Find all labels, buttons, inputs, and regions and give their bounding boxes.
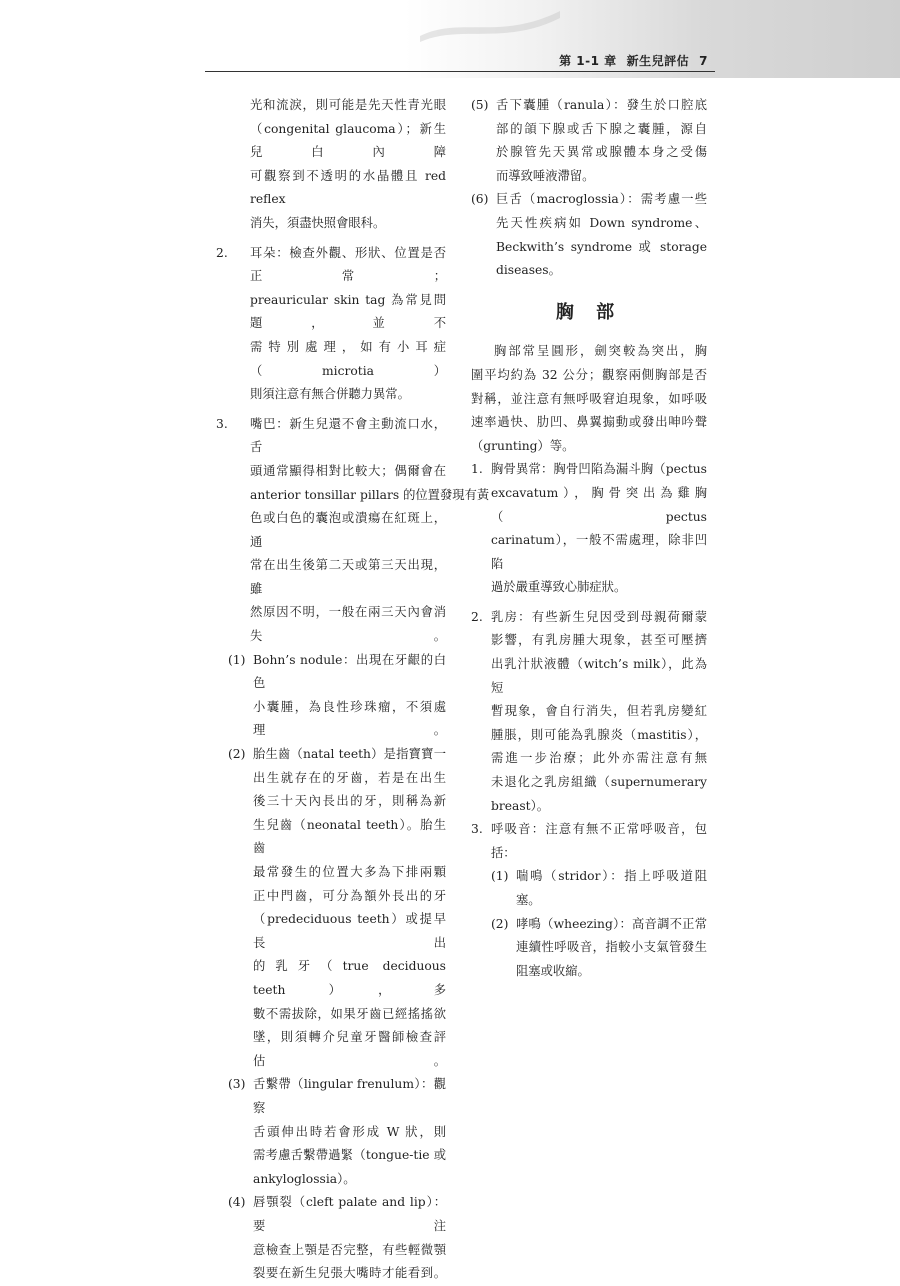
text-line: 然原因不明，一般在兩三天內會消失。: [250, 605, 446, 644]
list-item-ears: [216, 242, 446, 407]
breath-sounds-subitems: [471, 865, 707, 983]
text-line: 胸部常呈圓形，劍突較為突出，胸: [494, 344, 707, 359]
text-line: 則須注意有無合併聽力異常。: [250, 387, 410, 402]
text-line: （congenital glaucoma）；新生兒白內障: [250, 121, 446, 160]
text-line: 最常發生的位置大多為下排兩顆: [253, 865, 446, 879]
text-line: 需進一步治療；此外亦需注意有無: [491, 751, 707, 766]
sub-item-bohns-nodule: [228, 649, 446, 743]
text-line: 墜，則須轉介兒童牙醫師檢查評估。: [253, 1030, 446, 1068]
text-line: 而導致唾液滯留。: [496, 168, 595, 183]
text-line: excavatum），胸骨突出為雞胸（pectus: [491, 485, 707, 524]
list-item-breast: [471, 606, 707, 818]
text-line: 正中門齒，可分為額外長出的牙: [253, 888, 446, 903]
right-column: [471, 94, 707, 983]
text-line: Beckwith’s syndrome 或 storage: [496, 239, 707, 254]
text-line: 裂要在新生兒張大嘴時才能看到。: [253, 1266, 446, 1281]
sub-number: (1): [491, 869, 509, 884]
sub-item-natal-teeth: [228, 743, 446, 1073]
sub-item-wheezing: [491, 913, 707, 984]
text-line: 需特別處理，如有小耳症（microtia）: [250, 339, 446, 378]
text-line: 的乳牙（true deciduous teeth），多: [253, 959, 446, 997]
page-number: 7: [699, 54, 708, 68]
text-line: 唇顎裂（cleft palate and lip）：要注: [253, 1195, 446, 1233]
list-item-mouth: [216, 413, 490, 649]
text-line: 小囊腫，為良性珍珠瘤，不須處理。: [253, 699, 446, 738]
list-number: 2.: [216, 245, 228, 260]
sub-number: (2): [491, 916, 509, 931]
running-header: [549, 52, 708, 69]
list-number: 1.: [471, 462, 483, 477]
list-number: 3.: [471, 822, 483, 837]
sub-number: (6): [471, 192, 489, 207]
text-line: 常在出生後第二天或第三天出現，雖: [250, 558, 446, 596]
text-line: 需考慮舌繫帶過緊（tongue-tie 或: [253, 1148, 446, 1163]
list-number: 2.: [471, 609, 483, 624]
left-column: [216, 94, 490, 1286]
text-line: 消失，須盡快照會眼科。: [250, 215, 386, 230]
sub-number: (4): [228, 1195, 246, 1210]
text-line: anterior tonsillar pillars 的位置發現有黃: [250, 487, 490, 502]
chest-intro-paragraph: [471, 340, 707, 458]
text-line: 可觀察到不透明的水晶體且 red reflex: [250, 168, 446, 207]
section-title-chest: 胸 部: [555, 301, 623, 323]
text-line: 出生就存在的牙齒，若是在出生: [253, 770, 446, 785]
text-line: 出乳汁狀液體（witch’s milk），此為短: [491, 657, 707, 695]
text-line: 舌繫帶（lingular frenulum）：觀察: [253, 1077, 446, 1115]
sub-item-cleft-palate: [228, 1191, 446, 1285]
page-header-band: [0, 0, 900, 78]
text-line: 呼吸音：注意有無不正常呼吸音，包括：: [491, 822, 707, 860]
text-line: carinatum），一般不需處理，除非凹陷: [491, 533, 707, 571]
sub-item-lingual-frenulum: [228, 1073, 446, 1191]
text-line: 先天性疾病如 Down syndrome、: [496, 215, 707, 230]
text-line: 哮鳴（wheezing）：高音調不正常: [516, 916, 707, 931]
text-line: 數不需拔除，如果牙齒已經搖搖欲: [253, 1006, 446, 1021]
text-line: 阻塞或收縮。: [516, 963, 590, 978]
text-line: 舌頭伸出時若會形成 W 狀，則: [253, 1124, 446, 1139]
continued-paragraph: [228, 94, 446, 236]
text-line: 胎生齒（natal teeth）是指寶寶一: [253, 747, 446, 762]
text-line: 對稱，並注意有無呼吸窘迫現象，如呼吸: [471, 391, 707, 406]
text-line: 部的頜下腺或舌下腺之囊腫，源自: [496, 121, 707, 136]
text-line: 速率過快、肋凹、鼻翼搧動或發出呻吟聲: [471, 415, 707, 430]
text-line: ankyloglossia）。: [253, 1171, 356, 1186]
text-line: preauricular skin tag 為常見問題，並不: [250, 292, 446, 331]
list-item-breath-sounds: [471, 818, 707, 865]
sub-number: (3): [228, 1077, 246, 1092]
list-item-sternum: [471, 458, 707, 600]
text-line: Bohn’s nodule：出現在牙齦的白色: [253, 652, 446, 691]
text-line: 嘴巴：新生兒還不會主動流口水，舌: [250, 416, 446, 455]
list-number: 3.: [216, 416, 228, 431]
text-line: 光和流淚，則可能是先天性青光眼: [250, 98, 446, 112]
text-line: 暫現象，會自行消失，但若乳房變紅: [491, 704, 707, 719]
text-line: 色或白色的囊泡或潰瘍在紅斑上，通: [250, 511, 446, 549]
text-line: 後三十天內長出的牙，則稱為新: [253, 794, 446, 809]
decorative-swoosh-icon: [420, 6, 560, 46]
text-line: 喘鳴（stridor）：指上呼吸道阻塞。: [516, 869, 707, 907]
text-line: （grunting）等。: [471, 438, 575, 453]
text-line: 意檢查上顎是否完整，有些輕微顎: [253, 1242, 446, 1257]
sub-item-ranula: [471, 94, 707, 188]
text-line: 耳朵：檢查外觀、形狀、位置是否正常；: [250, 245, 446, 284]
text-line: 乳房：有些新生兒因受到母親荷爾蒙: [491, 609, 707, 624]
text-line: （predeciduous teeth）或提早長出: [253, 912, 446, 950]
text-line: 影響，有乳房腫大現象，甚至可壓擠: [491, 633, 707, 648]
text-line: 過於嚴重導致心肺症狀。: [491, 580, 627, 595]
text-line: 腫脹，則可能為乳腺炎（mastitis），: [491, 727, 707, 742]
text-line: 未退化之乳房組織（supernumerary: [491, 775, 707, 790]
text-line: 胸骨異常：胸骨凹陷為漏斗胸（pectus: [491, 462, 707, 477]
sub-item-stridor: [491, 865, 707, 912]
text-line: 舌下囊腫（ranula）：發生於口腔底: [496, 98, 707, 112]
chapter-title: 新生兒評估: [626, 54, 690, 68]
chapter-label: 第 1-1 章: [559, 54, 617, 68]
text-line: 圍平均約為 32 公分；觀察兩側胸部是否: [471, 367, 707, 382]
sub-number: (5): [471, 98, 489, 112]
sub-item-macroglossia: [471, 188, 707, 282]
text-line: 巨舌（macroglossia）：需考慮一些: [496, 192, 707, 207]
header-rule: [205, 71, 715, 72]
text-line: diseases。: [496, 263, 561, 278]
text-line: breast）。: [491, 798, 550, 813]
text-line: 連續性呼吸音，指較小支氣管發生: [516, 940, 707, 955]
sub-number: (1): [228, 652, 246, 667]
text-line: 生兒齒（neonatal teeth）。胎生齒: [253, 817, 446, 856]
sub-number: (2): [228, 747, 246, 762]
text-line: 於腺管先天異常或腺體本身之受傷: [496, 145, 707, 160]
text-line: 頭通常顯得相對比較大；偶爾會在: [250, 463, 446, 478]
